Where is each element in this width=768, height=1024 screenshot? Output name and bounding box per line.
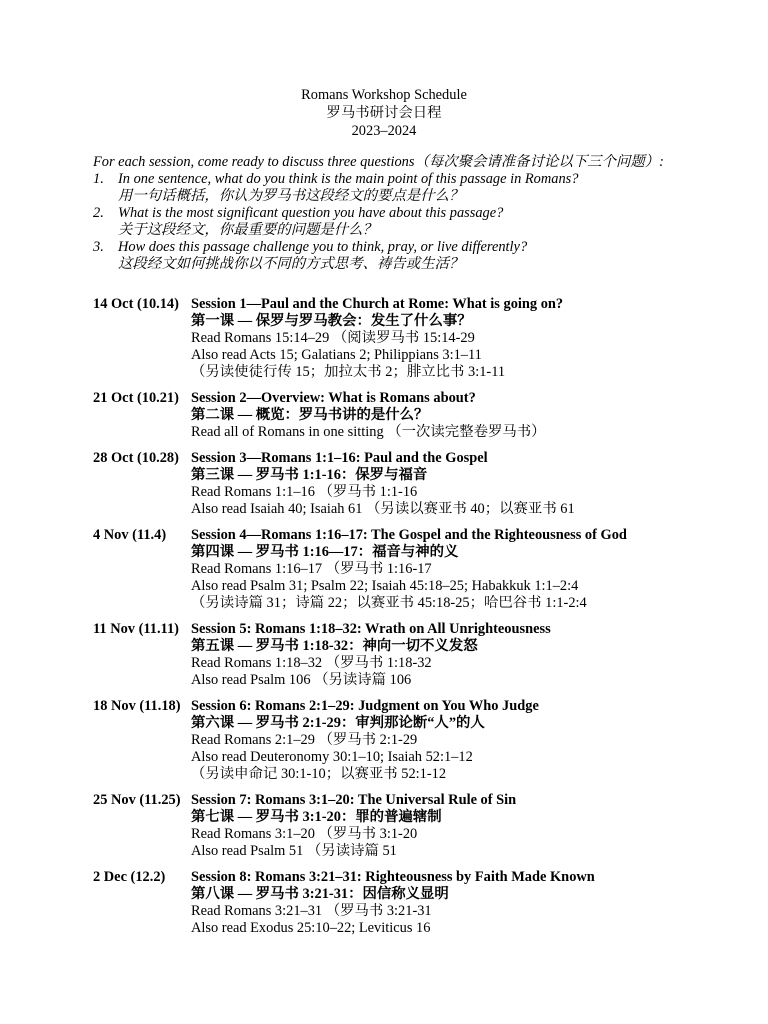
- session-title: Session 5: Romans 1:18–32: Wrath on All Unrighteousness: [191, 621, 551, 637]
- session-schedule: [93, 296, 743, 946]
- session-date: 25 Nov (11.25): [93, 792, 181, 808]
- question-text: How does this passage challenge you to think, pray, or live differently?: [118, 239, 528, 255]
- question-number: 3.: [93, 239, 104, 255]
- session-title: Session 6: Romans 2:1–29: Judgment on You Who Judge: [191, 698, 539, 714]
- session-entry: [93, 869, 743, 937]
- session-title: Session 1—Paul and the Church at Rome: What is going on?: [191, 296, 564, 312]
- reading-line: Read Romans 15:14–29 （阅读罗马书 15:14-29: [191, 330, 475, 346]
- reading-line: Also read Psalm 31; Psalm 22; Isaiah 45:18–25; Habakkuk 1:1–2:4: [191, 578, 579, 594]
- session-title: Session 7: Romans 3:1–20: The Universal Rule of Sin: [191, 792, 517, 808]
- reading-line: Also read Psalm 51 （另读诗篇 51: [191, 843, 397, 859]
- discussion-instructions: [93, 154, 733, 273]
- document-title-chinese: 罗马书研讨会日程: [326, 105, 442, 121]
- reading-line: Also read Acts 15; Galatians 2; Philippians 3:1–11: [191, 347, 482, 363]
- session-title: Session 3—Romans 1:1–16: Paul and the Gospel: [191, 450, 488, 466]
- session-entry: [93, 390, 743, 441]
- session-date: 18 Nov (11.18): [93, 698, 181, 714]
- intro-lead: For each session, come ready to discuss three questions（每次聚会请准备讨论以下三个问题）:: [93, 154, 664, 170]
- session-date: 28 Oct (10.28): [93, 450, 179, 466]
- session-date: 21 Oct (10.21): [93, 390, 179, 406]
- session-entry: [93, 792, 743, 860]
- reading-line: Also read Deuteronomy 30:1–10; Isaiah 52:1–12: [191, 749, 473, 765]
- session-entry: [93, 527, 743, 612]
- session-title-chinese: 第七课 — 罗马书 3:1-20：罪的普遍辖制: [191, 809, 442, 825]
- reading-line: Read Romans 1:1–16 （罗马书 1:1-16: [191, 484, 418, 500]
- document-title: Romans Workshop Schedule: [301, 87, 467, 103]
- question-number: 2.: [93, 205, 104, 221]
- reading-line: （另读申命记 30:1-10；以赛亚书 52:1-12: [191, 766, 447, 782]
- session-date: 11 Nov (11.11): [93, 621, 179, 637]
- question-text: In one sentence, what do you think is the main point of this passage in Romans?: [118, 171, 579, 187]
- session-entry: [93, 296, 743, 381]
- session-entry: [93, 698, 743, 783]
- question-number: 1.: [93, 171, 104, 187]
- reading-line: Also read Psalm 106 （另读诗篇 106: [191, 672, 412, 688]
- session-entry: [93, 450, 743, 518]
- reading-line: （另读使徒行传 15；加拉太书 2；腓立比书 3:1-11: [191, 364, 506, 380]
- session-date: 2 Dec (12.2): [93, 869, 166, 885]
- reading-line: Read Romans 3:21–31 （罗马书 3:21-31: [191, 903, 432, 919]
- question-item: [93, 205, 733, 239]
- session-title-chinese: 第八课 — 罗马书 3:21-31：因信称义显明: [191, 886, 449, 902]
- session-title-chinese: 第三课 — 罗马书 1:1-16：保罗与福音: [191, 467, 428, 483]
- question-item: [93, 171, 733, 205]
- reading-line: Also read Isaiah 40; Isaiah 61 （另读以赛亚书 40；以赛亚书 61: [191, 501, 575, 517]
- question-item: [93, 239, 733, 273]
- session-entry: [93, 621, 743, 689]
- session-title-chinese: 第二课 — 概览：罗马书讲的是什么？: [191, 407, 429, 423]
- question-text-chinese: 这段经文如何挑战你以不同的方式思考、祷告或生活？: [118, 256, 464, 272]
- session-title-chinese: 第四课 — 罗马书 1:16—17：福音与神的义: [191, 544, 459, 560]
- reading-line: Read Romans 3:1–20 （罗马书 3:1-20: [191, 826, 418, 842]
- session-title: Session 4—Romans 1:16–17: The Gospel and the Righteousness of God: [191, 527, 627, 543]
- question-text-chinese: 关于这段经文，你最重要的问题是什么？: [118, 222, 378, 238]
- session-title-chinese: 第六课 — 罗马书 2:1-29：审判那论断“人”的人: [191, 715, 485, 731]
- reading-line: Read Romans 1:16–17 （罗马书 1:16-17: [191, 561, 432, 577]
- session-date: 14 Oct (10.14): [93, 296, 179, 312]
- question-text: What is the most significant question you have about this passage?: [118, 205, 504, 221]
- question-text-chinese: 用一句话概括，你认为罗马书这段经文的要点是什么？: [118, 188, 464, 204]
- session-date: 4 Nov (11.4): [93, 527, 167, 543]
- reading-line: Read Romans 2:1–29 （罗马书 2:1-29: [191, 732, 418, 748]
- session-title-chinese: 第一课 — 保罗与罗马教会：发生了什么事？: [191, 313, 472, 329]
- session-title: Session 8: Romans 3:21–31: Righteousness by Faith Made Known: [191, 869, 595, 885]
- reading-line: （另读诗篇 31；诗篇 22；以赛亚书 45:18-25；哈巴谷书 1:1-2:4: [191, 595, 587, 611]
- document-header: [0, 87, 768, 141]
- reading-line: Read all of Romans in one sitting （一次读完整卷罗马书）: [191, 424, 546, 440]
- session-title: Session 2—Overview: What is Romans about?: [191, 390, 476, 406]
- session-title-chinese: 第五课 — 罗马书 1:18-32：神向一切不义发怒: [191, 638, 478, 654]
- reading-line: Also read Exodus 25:10–22; Leviticus 16: [191, 920, 431, 936]
- document-years: 2023–2024: [351, 123, 417, 139]
- reading-line: Read Romans 1:18–32 （罗马书 1:18-32: [191, 655, 432, 671]
